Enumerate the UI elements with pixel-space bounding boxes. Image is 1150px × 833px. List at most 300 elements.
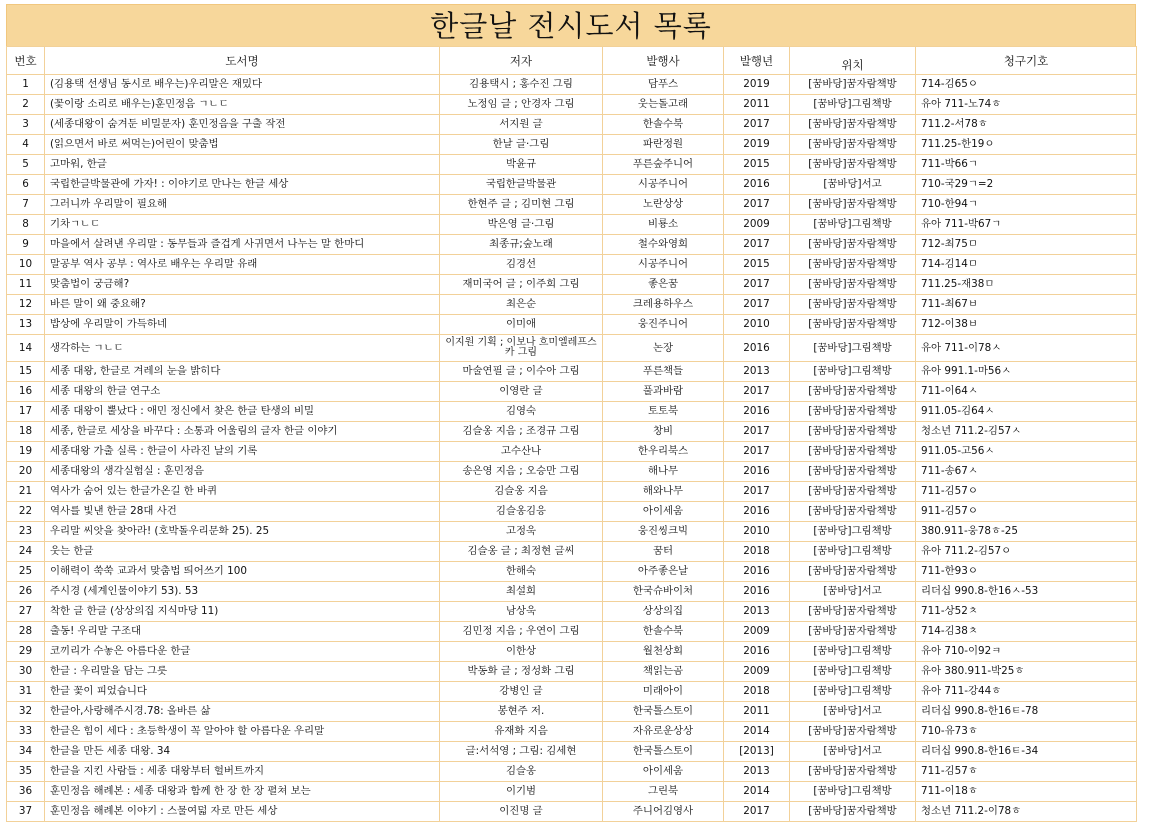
cell-year[interactable]: 2015 bbox=[724, 155, 790, 175]
cell-call-number[interactable]: 유아 711-이78ㅅ bbox=[916, 335, 1137, 362]
cell-book-title[interactable]: 세종 대왕이 뿔났다 : 애민 정신에서 찾은 한글 탄생의 비밀 bbox=[45, 402, 440, 422]
cell-author[interactable]: 김용택시 ; 홍수진 그림 bbox=[440, 75, 603, 95]
cell-book-title[interactable]: 한글은 힘이 세다 : 초등학생이 꼭 알아야 할 아름다운 우리말 bbox=[45, 722, 440, 742]
cell-call-number[interactable]: 711-한93ㅇ bbox=[916, 562, 1137, 582]
cell-book-title[interactable]: (세종대왕이 숨겨둔 비밀문자) 훈민정음을 구출 작전 bbox=[45, 115, 440, 135]
cell-book-title[interactable]: 세종 대왕의 한글 연구소 bbox=[45, 382, 440, 402]
cell-location[interactable]: [꿈바당]꿈자람책방 bbox=[790, 622, 916, 642]
cell-call-number[interactable]: 711-상52ㅊ bbox=[916, 602, 1137, 622]
cell-no[interactable]: 30 bbox=[7, 662, 45, 682]
cell-call-number[interactable]: 유아 711-노74ㅎ bbox=[916, 95, 1137, 115]
cell-book-title[interactable]: 세종 대왕, 한글로 겨레의 눈을 밝히다 bbox=[45, 362, 440, 382]
cell-location[interactable]: [꿈바당]꿈자람책방 bbox=[790, 382, 916, 402]
cell-publisher[interactable]: 그린북 bbox=[603, 782, 724, 802]
cell-book-title[interactable]: 훈민정음 해례본 이야기 : 스물여덟 자로 만든 세상 bbox=[45, 802, 440, 822]
cell-year[interactable]: 2013 bbox=[724, 362, 790, 382]
cell-location[interactable]: [꿈바당]그림책방 bbox=[790, 642, 916, 662]
cell-call-number[interactable]: 유아 991.1-마56ㅅ bbox=[916, 362, 1137, 382]
cell-no[interactable]: 2 bbox=[7, 95, 45, 115]
cell-publisher[interactable]: 한우리북스 bbox=[603, 442, 724, 462]
cell-book-title[interactable]: 말공부 역사 공부 : 역사로 배우는 우리말 유래 bbox=[45, 255, 440, 275]
table-row bbox=[7, 662, 1137, 682]
table-row bbox=[7, 522, 1137, 542]
cell-location[interactable]: [꿈바당]꿈자람책방 bbox=[790, 295, 916, 315]
table-row bbox=[7, 295, 1137, 315]
cell-publisher[interactable]: 한솔수북 bbox=[603, 115, 724, 135]
cell-no[interactable]: 26 bbox=[7, 582, 45, 602]
cell-publisher[interactable]: 노란상상 bbox=[603, 195, 724, 215]
cell-call-number[interactable]: 청소년 711.2-김57ㅅ bbox=[916, 422, 1137, 442]
cell-location[interactable]: [꿈바당]서고 bbox=[790, 702, 916, 722]
cell-call-number[interactable]: 714-김14ㅁ bbox=[916, 255, 1137, 275]
cell-year[interactable]: 2016 bbox=[724, 582, 790, 602]
cell-call-number[interactable]: 911.05-김64ㅅ bbox=[916, 402, 1137, 422]
cell-publisher[interactable]: 아주좋은날 bbox=[603, 562, 724, 582]
cell-no[interactable]: 9 bbox=[7, 235, 45, 255]
cell-author[interactable]: 재미국어 글 ; 이주희 그림 bbox=[440, 275, 603, 295]
cell-author[interactable]: 이진명 글 bbox=[440, 802, 603, 822]
table-row bbox=[7, 175, 1137, 195]
cell-book-title[interactable]: 코끼리가 수놓은 아름다운 한글 bbox=[45, 642, 440, 662]
cell-year[interactable]: 2019 bbox=[724, 75, 790, 95]
cell-call-number[interactable]: 유아 710-이92ㅋ bbox=[916, 642, 1137, 662]
cell-author[interactable]: 노정임 글 ; 안경자 그림 bbox=[440, 95, 603, 115]
table-row bbox=[7, 155, 1137, 175]
table-row bbox=[7, 235, 1137, 255]
cell-no[interactable]: 4 bbox=[7, 135, 45, 155]
cell-call-number[interactable]: 711.25-한19ㅇ bbox=[916, 135, 1137, 155]
cell-year[interactable]: 2017 bbox=[724, 422, 790, 442]
table-row bbox=[7, 582, 1137, 602]
cell-no[interactable]: 5 bbox=[7, 155, 45, 175]
table-row bbox=[7, 782, 1137, 802]
cell-year[interactable]: 2010 bbox=[724, 522, 790, 542]
cell-book-title[interactable]: 한글을 만든 세종 대왕. 34 bbox=[45, 742, 440, 762]
header-publisher[interactable]: 발행사 bbox=[603, 47, 724, 75]
cell-no[interactable]: 8 bbox=[7, 215, 45, 235]
cell-location[interactable]: [꿈바당]꿈자람책방 bbox=[790, 275, 916, 295]
cell-year[interactable]: 2016 bbox=[724, 335, 790, 362]
cell-publisher[interactable]: 창비 bbox=[603, 422, 724, 442]
cell-year[interactable]: 2018 bbox=[724, 542, 790, 562]
cell-no[interactable]: 17 bbox=[7, 402, 45, 422]
cell-publisher[interactable]: 책읽는곰 bbox=[603, 662, 724, 682]
table-row bbox=[7, 642, 1137, 662]
cell-call-number[interactable]: 714-김65ㅇ bbox=[916, 75, 1137, 95]
cell-call-number[interactable]: 712-최75ㅁ bbox=[916, 235, 1137, 255]
cell-author[interactable]: 이영란 글 bbox=[440, 382, 603, 402]
cell-publisher[interactable]: 파란정원 bbox=[603, 135, 724, 155]
table-row bbox=[7, 275, 1137, 295]
cell-year[interactable]: 2018 bbox=[724, 682, 790, 702]
cell-call-number[interactable]: 유아 711.2-김57ㅇ bbox=[916, 542, 1137, 562]
cell-book-title[interactable]: 한글 : 우리말을 담는 그릇 bbox=[45, 662, 440, 682]
cell-no[interactable]: 22 bbox=[7, 502, 45, 522]
cell-no[interactable]: 14 bbox=[7, 335, 45, 362]
cell-call-number[interactable]: 유아 711-강44ㅎ bbox=[916, 682, 1137, 702]
cell-author[interactable]: 박윤규 bbox=[440, 155, 603, 175]
cell-author[interactable]: 송은영 지음 ; 오승만 그림 bbox=[440, 462, 603, 482]
cell-book-title[interactable]: 착한 글 한글 (상상의집 지식마당 11) bbox=[45, 602, 440, 622]
cell-call-number[interactable]: 711-이64ㅅ bbox=[916, 382, 1137, 402]
cell-call-number[interactable]: 711-박66ㄱ bbox=[916, 155, 1137, 175]
cell-no[interactable]: 3 bbox=[7, 115, 45, 135]
cell-author[interactable]: 한해숙 bbox=[440, 562, 603, 582]
cell-book-title[interactable]: (꽃이랑 소리로 배우는)훈민정음 ㄱㄴㄷ bbox=[45, 95, 440, 115]
table-row bbox=[7, 482, 1137, 502]
cell-publisher[interactable]: 아이세움 bbox=[603, 502, 724, 522]
cell-no[interactable]: 16 bbox=[7, 382, 45, 402]
cell-no[interactable]: 35 bbox=[7, 762, 45, 782]
cell-author[interactable]: 이기범 bbox=[440, 782, 603, 802]
cell-book-title[interactable]: 마을에서 살려낸 우리말 : 동무들과 즐겁게 사귀면서 나누는 말 한마디 bbox=[45, 235, 440, 255]
cell-publisher[interactable]: 논장 bbox=[603, 335, 724, 362]
cell-no[interactable]: 32 bbox=[7, 702, 45, 722]
cell-publisher[interactable]: 담푸스 bbox=[603, 75, 724, 95]
cell-year[interactable]: 2019 bbox=[724, 135, 790, 155]
cell-year[interactable]: 2017 bbox=[724, 195, 790, 215]
cell-year[interactable]: 2016 bbox=[724, 175, 790, 195]
cell-no[interactable]: 13 bbox=[7, 315, 45, 335]
cell-author[interactable]: 이미애 bbox=[440, 315, 603, 335]
cell-location[interactable]: [꿈바당]꿈자람책방 bbox=[790, 75, 916, 95]
cell-year[interactable]: 2014 bbox=[724, 782, 790, 802]
cell-book-title[interactable]: 이해력이 쑥쑥 교과서 맞춤법 띄어쓰기 100 bbox=[45, 562, 440, 582]
cell-publisher[interactable]: 한솔수북 bbox=[603, 622, 724, 642]
cell-call-number[interactable]: 유아 380.911-박25ㅎ bbox=[916, 662, 1137, 682]
cell-no[interactable]: 31 bbox=[7, 682, 45, 702]
cell-location[interactable]: [꿈바당]꿈자람책방 bbox=[790, 722, 916, 742]
cell-publisher[interactable]: 웅진주니어 bbox=[603, 315, 724, 335]
cell-no[interactable]: 19 bbox=[7, 442, 45, 462]
cell-author[interactable]: 김슬옹 bbox=[440, 762, 603, 782]
cell-no[interactable]: 24 bbox=[7, 542, 45, 562]
cell-publisher[interactable]: 좋은꿈 bbox=[603, 275, 724, 295]
cell-book-title[interactable]: 기차ㄱㄴㄷ bbox=[45, 215, 440, 235]
cell-author[interactable]: 박은영 글·그림 bbox=[440, 215, 603, 235]
cell-book-title[interactable]: 웃는 한글 bbox=[45, 542, 440, 562]
cell-location[interactable]: [꿈바당]그림책방 bbox=[790, 95, 916, 115]
cell-author[interactable]: 한현주 글 ; 김미현 그림 bbox=[440, 195, 603, 215]
cell-author[interactable]: 이지원 기획 ; 이보나 흐미엘레프스카 그림 bbox=[440, 335, 603, 362]
cell-location[interactable]: [꿈바당]꿈자람책방 bbox=[790, 562, 916, 582]
cell-publisher[interactable]: 주니어김영사 bbox=[603, 802, 724, 822]
cell-no[interactable]: 36 bbox=[7, 782, 45, 802]
cell-year[interactable]: 2017 bbox=[724, 802, 790, 822]
cell-publisher[interactable]: 시공주니어 bbox=[603, 175, 724, 195]
cell-author[interactable]: 김슬옹 지음 bbox=[440, 482, 603, 502]
cell-call-number[interactable]: 710-한94ㄱ bbox=[916, 195, 1137, 215]
spreadsheet bbox=[6, 4, 1136, 822]
cell-publisher[interactable]: 시공주니어 bbox=[603, 255, 724, 275]
cell-location[interactable]: [꿈바당]꿈자람책방 bbox=[790, 115, 916, 135]
cell-author[interactable]: 최종규;숲노래 bbox=[440, 235, 603, 255]
cell-book-title[interactable]: 한글아,사랑해주시경.78: 올바른 삶 bbox=[45, 702, 440, 722]
cell-no[interactable]: 33 bbox=[7, 722, 45, 742]
cell-call-number[interactable]: 911-김57ㅇ bbox=[916, 502, 1137, 522]
cell-year[interactable]: 2017 bbox=[724, 235, 790, 255]
cell-book-title[interactable]: 우리말 씨앗을 찾아라! (호박돌우리문화 25). 25 bbox=[45, 522, 440, 542]
cell-book-title[interactable]: 역사가 숨어 있는 한글가온길 한 바퀴 bbox=[45, 482, 440, 502]
table-row bbox=[7, 742, 1137, 762]
cell-book-title[interactable]: 맞춤법이 궁금해? bbox=[45, 275, 440, 295]
cell-author[interactable]: 이한상 bbox=[440, 642, 603, 662]
cell-publisher[interactable]: 웃는돌고래 bbox=[603, 95, 724, 115]
cell-book-title[interactable]: 세종대왕의 생각실험실 : 훈민정음 bbox=[45, 462, 440, 482]
cell-no[interactable]: 20 bbox=[7, 462, 45, 482]
cell-call-number[interactable]: 380.911-웅78ㅎ-25 bbox=[916, 522, 1137, 542]
cell-author[interactable]: 고정욱 bbox=[440, 522, 603, 542]
header-no[interactable]: 번호 bbox=[7, 47, 45, 75]
cell-location[interactable]: [꿈바당]꿈자람책방 bbox=[790, 155, 916, 175]
cell-no[interactable]: 7 bbox=[7, 195, 45, 215]
cell-location[interactable]: [꿈바당]꿈자람책방 bbox=[790, 442, 916, 462]
cell-call-number[interactable]: 711-김57ㅎ bbox=[916, 762, 1137, 782]
cell-location[interactable]: [꿈바당]그림책방 bbox=[790, 335, 916, 362]
cell-no[interactable]: 25 bbox=[7, 562, 45, 582]
cell-location[interactable]: [꿈바당]그림책방 bbox=[790, 522, 916, 542]
cell-no[interactable]: 10 bbox=[7, 255, 45, 275]
cell-publisher[interactable]: 비룡소 bbox=[603, 215, 724, 235]
cell-author[interactable]: 봉현주 저. bbox=[440, 702, 603, 722]
cell-no[interactable]: 21 bbox=[7, 482, 45, 502]
cell-year[interactable]: 2015 bbox=[724, 255, 790, 275]
cell-call-number[interactable]: 710-국29ㄱ=2 bbox=[916, 175, 1137, 195]
cell-location[interactable]: [꿈바당]그림책방 bbox=[790, 682, 916, 702]
header-call-number[interactable]: 청구기호 bbox=[916, 47, 1137, 75]
table-row bbox=[7, 422, 1137, 442]
cell-book-title[interactable]: 출동! 우리말 구조대 bbox=[45, 622, 440, 642]
page-title: 한글날 전시도서 목록 bbox=[6, 4, 1136, 46]
cell-book-title[interactable]: 훈민정음 해례본 : 세종 대왕과 함께 한 장 한 장 펼쳐 보는 bbox=[45, 782, 440, 802]
cell-author[interactable]: 최설희 bbox=[440, 582, 603, 602]
cell-publisher[interactable]: 웅진씽크빅 bbox=[603, 522, 724, 542]
cell-book-title[interactable]: 그러니까 우리말이 필요해 bbox=[45, 195, 440, 215]
cell-year[interactable]: 2010 bbox=[724, 315, 790, 335]
cell-author[interactable]: 강병인 글 bbox=[440, 682, 603, 702]
table-row bbox=[7, 622, 1137, 642]
table-row bbox=[7, 682, 1137, 702]
table-row bbox=[7, 315, 1137, 335]
cell-book-title[interactable]: 주시경 (세계인물이야기 53). 53 bbox=[45, 582, 440, 602]
cell-publisher[interactable]: 철수와영희 bbox=[603, 235, 724, 255]
cell-author[interactable]: 국립한글박물관 bbox=[440, 175, 603, 195]
cell-year[interactable]: 2016 bbox=[724, 402, 790, 422]
cell-book-title[interactable]: 한글 꽃이 피었습니다 bbox=[45, 682, 440, 702]
cell-year[interactable]: 2011 bbox=[724, 95, 790, 115]
cell-location[interactable]: [꿈바당]꿈자람책방 bbox=[790, 135, 916, 155]
header-book-title[interactable]: 도서명 bbox=[45, 47, 440, 75]
cell-year[interactable]: 2017 bbox=[724, 442, 790, 462]
cell-year[interactable]: 2017 bbox=[724, 382, 790, 402]
table-row bbox=[7, 802, 1137, 822]
cell-author[interactable]: 김슬옹 지음 ; 조경규 그림 bbox=[440, 422, 603, 442]
cell-author[interactable]: 최은순 bbox=[440, 295, 603, 315]
cell-year[interactable]: 2016 bbox=[724, 502, 790, 522]
cell-location[interactable]: [꿈바당]서고 bbox=[790, 742, 916, 762]
cell-no[interactable]: 28 bbox=[7, 622, 45, 642]
table-row bbox=[7, 502, 1137, 522]
cell-publisher[interactable]: 토토북 bbox=[603, 402, 724, 422]
cell-book-title[interactable]: 한글을 지킨 사람들 : 세종 대왕부터 헐버트까지 bbox=[45, 762, 440, 782]
cell-no[interactable]: 15 bbox=[7, 362, 45, 382]
cell-year[interactable]: 2009 bbox=[724, 622, 790, 642]
cell-call-number[interactable]: 710-유73ㅎ bbox=[916, 722, 1137, 742]
cell-book-title[interactable]: 세종대왕 가출 실록 : 한글이 사라진 날의 기록 bbox=[45, 442, 440, 462]
table-body bbox=[7, 75, 1137, 822]
cell-author[interactable]: 유재화 지음 bbox=[440, 722, 603, 742]
cell-year[interactable]: 2017 bbox=[724, 295, 790, 315]
cell-call-number[interactable]: 리더십 990.8-한16ㅌ-34 bbox=[916, 742, 1137, 762]
cell-no[interactable]: 27 bbox=[7, 602, 45, 622]
cell-location[interactable]: [꿈바당]꿈자람책방 bbox=[790, 402, 916, 422]
cell-no[interactable]: 1 bbox=[7, 75, 45, 95]
table-row bbox=[7, 602, 1137, 622]
cell-publisher[interactable]: 푸른숲주니어 bbox=[603, 155, 724, 175]
cell-location[interactable]: [꿈바당]꿈자람책방 bbox=[790, 195, 916, 215]
cell-author[interactable]: 남상욱 bbox=[440, 602, 603, 622]
cell-author[interactable]: 박동화 글 ; 정성화 그림 bbox=[440, 662, 603, 682]
cell-publisher[interactable]: 아이세움 bbox=[603, 762, 724, 782]
cell-call-number[interactable]: 711-송67ㅅ bbox=[916, 462, 1137, 482]
cell-no[interactable]: 23 bbox=[7, 522, 45, 542]
cell-location[interactable]: [꿈바당]꿈자람책방 bbox=[790, 315, 916, 335]
header-year[interactable]: 발행년 bbox=[724, 47, 790, 75]
cell-no[interactable]: 6 bbox=[7, 175, 45, 195]
book-list-table bbox=[6, 46, 1137, 822]
cell-location[interactable]: [꿈바당]그림책방 bbox=[790, 362, 916, 382]
table-row bbox=[7, 95, 1137, 115]
header-author[interactable]: 저자 bbox=[440, 47, 603, 75]
cell-year[interactable]: 2013 bbox=[724, 762, 790, 782]
header-location[interactable]: 위치 bbox=[790, 47, 916, 75]
cell-year[interactable]: 2017 bbox=[724, 115, 790, 135]
cell-author[interactable]: 한날 글·그림 bbox=[440, 135, 603, 155]
cell-call-number[interactable]: 유아 711-박67ㄱ bbox=[916, 215, 1137, 235]
cell-no[interactable]: 11 bbox=[7, 275, 45, 295]
cell-no[interactable]: 37 bbox=[7, 802, 45, 822]
cell-location[interactable]: [꿈바당]꿈자람책방 bbox=[790, 422, 916, 442]
cell-location[interactable]: [꿈바당]꿈자람책방 bbox=[790, 802, 916, 822]
cell-location[interactable]: [꿈바당]꿈자람책방 bbox=[790, 255, 916, 275]
cell-publisher[interactable]: 자유로운상상 bbox=[603, 722, 724, 742]
cell-location[interactable]: [꿈바당]그림책방 bbox=[790, 782, 916, 802]
cell-location[interactable]: [꿈바당]그림책방 bbox=[790, 215, 916, 235]
cell-call-number[interactable]: 711.25-재38ㅁ bbox=[916, 275, 1137, 295]
cell-publisher[interactable]: 한국톨스토이 bbox=[603, 742, 724, 762]
cell-year[interactable]: 2009 bbox=[724, 662, 790, 682]
cell-location[interactable]: [꿈바당]서고 bbox=[790, 582, 916, 602]
cell-location[interactable]: [꿈바당]꿈자람책방 bbox=[790, 235, 916, 255]
cell-year[interactable]: [2013] bbox=[724, 742, 790, 762]
cell-publisher[interactable]: 월천상회 bbox=[603, 642, 724, 662]
cell-publisher[interactable]: 상상의집 bbox=[603, 602, 724, 622]
cell-call-number[interactable]: 714-김38ㅊ bbox=[916, 622, 1137, 642]
cell-location[interactable]: [꿈바당]서고 bbox=[790, 175, 916, 195]
cell-call-number[interactable]: 711-이18ㅎ bbox=[916, 782, 1137, 802]
table-row bbox=[7, 762, 1137, 782]
cell-author[interactable]: 김민정 지음 ; 우연이 그림 bbox=[440, 622, 603, 642]
cell-location[interactable]: [꿈바당]꿈자람책방 bbox=[790, 602, 916, 622]
table-row bbox=[7, 722, 1137, 742]
cell-year[interactable]: 2016 bbox=[724, 642, 790, 662]
cell-call-number[interactable]: 리더십 990.8-한16ㅅ-53 bbox=[916, 582, 1137, 602]
table-row bbox=[7, 75, 1137, 95]
cell-call-number[interactable]: 711.2-서78ㅎ bbox=[916, 115, 1137, 135]
cell-year[interactable]: 2014 bbox=[724, 722, 790, 742]
cell-publisher[interactable]: 꿈터 bbox=[603, 542, 724, 562]
header-row bbox=[7, 47, 1137, 75]
cell-call-number[interactable]: 리더십 990.8-한16ㅌ-78 bbox=[916, 702, 1137, 722]
cell-book-title[interactable]: 밥상에 우리말이 가득하네 bbox=[45, 315, 440, 335]
cell-location[interactable]: [꿈바당]그림책방 bbox=[790, 662, 916, 682]
cell-book-title[interactable]: 세종, 한글로 세상을 바꾸다 : 소통과 어울림의 글자 한글 이야기 bbox=[45, 422, 440, 442]
cell-author[interactable]: 마술연필 글 ; 이수아 그림 bbox=[440, 362, 603, 382]
cell-year[interactable]: 2017 bbox=[724, 275, 790, 295]
cell-call-number[interactable]: 712-이38ㅂ bbox=[916, 315, 1137, 335]
cell-publisher[interactable]: 해와나무 bbox=[603, 482, 724, 502]
cell-book-title[interactable]: 생각하는 ㄱㄴㄷ bbox=[45, 335, 440, 362]
table-row bbox=[7, 702, 1137, 722]
cell-no[interactable]: 18 bbox=[7, 422, 45, 442]
cell-no[interactable]: 34 bbox=[7, 742, 45, 762]
cell-publisher[interactable]: 푸른책들 bbox=[603, 362, 724, 382]
cell-no[interactable]: 29 bbox=[7, 642, 45, 662]
cell-publisher[interactable]: 한국슈바이처 bbox=[603, 582, 724, 602]
cell-book-title[interactable]: 국립한글박물관에 가자! : 이야기로 만나는 한글 세상 bbox=[45, 175, 440, 195]
cell-call-number[interactable]: 911.05-고56ㅅ bbox=[916, 442, 1137, 462]
cell-author[interactable]: 김경선 bbox=[440, 255, 603, 275]
cell-author[interactable]: 김슬옹김응 bbox=[440, 502, 603, 522]
cell-book-title[interactable]: (읽으면서 바로 써먹는)어린이 맞춤법 bbox=[45, 135, 440, 155]
table-row bbox=[7, 215, 1137, 235]
cell-call-number[interactable]: 청소년 711.2-이78ㅎ bbox=[916, 802, 1137, 822]
cell-publisher[interactable]: 미래아이 bbox=[603, 682, 724, 702]
cell-call-number[interactable]: 711-김57ㅇ bbox=[916, 482, 1137, 502]
cell-no[interactable]: 12 bbox=[7, 295, 45, 315]
cell-location[interactable]: [꿈바당]그림책방 bbox=[790, 542, 916, 562]
cell-publisher[interactable]: 한국톨스토이 bbox=[603, 702, 724, 722]
cell-author[interactable]: 김슬옹 글 ; 최정현 글씨 bbox=[440, 542, 603, 562]
cell-call-number[interactable]: 711-최67ㅂ bbox=[916, 295, 1137, 315]
cell-publisher[interactable]: 크레용하우스 bbox=[603, 295, 724, 315]
cell-year[interactable]: 2016 bbox=[724, 462, 790, 482]
cell-author[interactable]: 글:서석영 ; 그림: 김세현 bbox=[440, 742, 603, 762]
cell-location[interactable]: [꿈바당]꿈자람책방 bbox=[790, 482, 916, 502]
cell-year[interactable]: 2011 bbox=[724, 702, 790, 722]
cell-publisher[interactable]: 풀과바람 bbox=[603, 382, 724, 402]
cell-location[interactable]: [꿈바당]꿈자람책방 bbox=[790, 762, 916, 782]
table-row bbox=[7, 562, 1137, 582]
cell-author[interactable]: 김영숙 bbox=[440, 402, 603, 422]
cell-book-title[interactable]: 바른 말이 왜 중요해? bbox=[45, 295, 440, 315]
cell-location[interactable]: [꿈바당]꿈자람책방 bbox=[790, 502, 916, 522]
cell-location[interactable]: [꿈바당]꿈자람책방 bbox=[790, 462, 916, 482]
cell-year[interactable]: 2013 bbox=[724, 602, 790, 622]
cell-book-title[interactable]: 고마워, 한글 bbox=[45, 155, 440, 175]
cell-year[interactable]: 2016 bbox=[724, 562, 790, 582]
cell-year[interactable]: 2017 bbox=[724, 482, 790, 502]
table-row bbox=[7, 382, 1137, 402]
cell-publisher[interactable]: 해나무 bbox=[603, 462, 724, 482]
cell-author[interactable]: 서지원 글 bbox=[440, 115, 603, 135]
cell-author[interactable]: 고수산나 bbox=[440, 442, 603, 462]
cell-year[interactable]: 2009 bbox=[724, 215, 790, 235]
table-row bbox=[7, 542, 1137, 562]
table-row bbox=[7, 135, 1137, 155]
cell-book-title[interactable]: 역사를 빛낸 한글 28대 사건 bbox=[45, 502, 440, 522]
cell-book-title[interactable]: (김용택 선생님 동시로 배우는)우리말은 재밌다 bbox=[45, 75, 440, 95]
